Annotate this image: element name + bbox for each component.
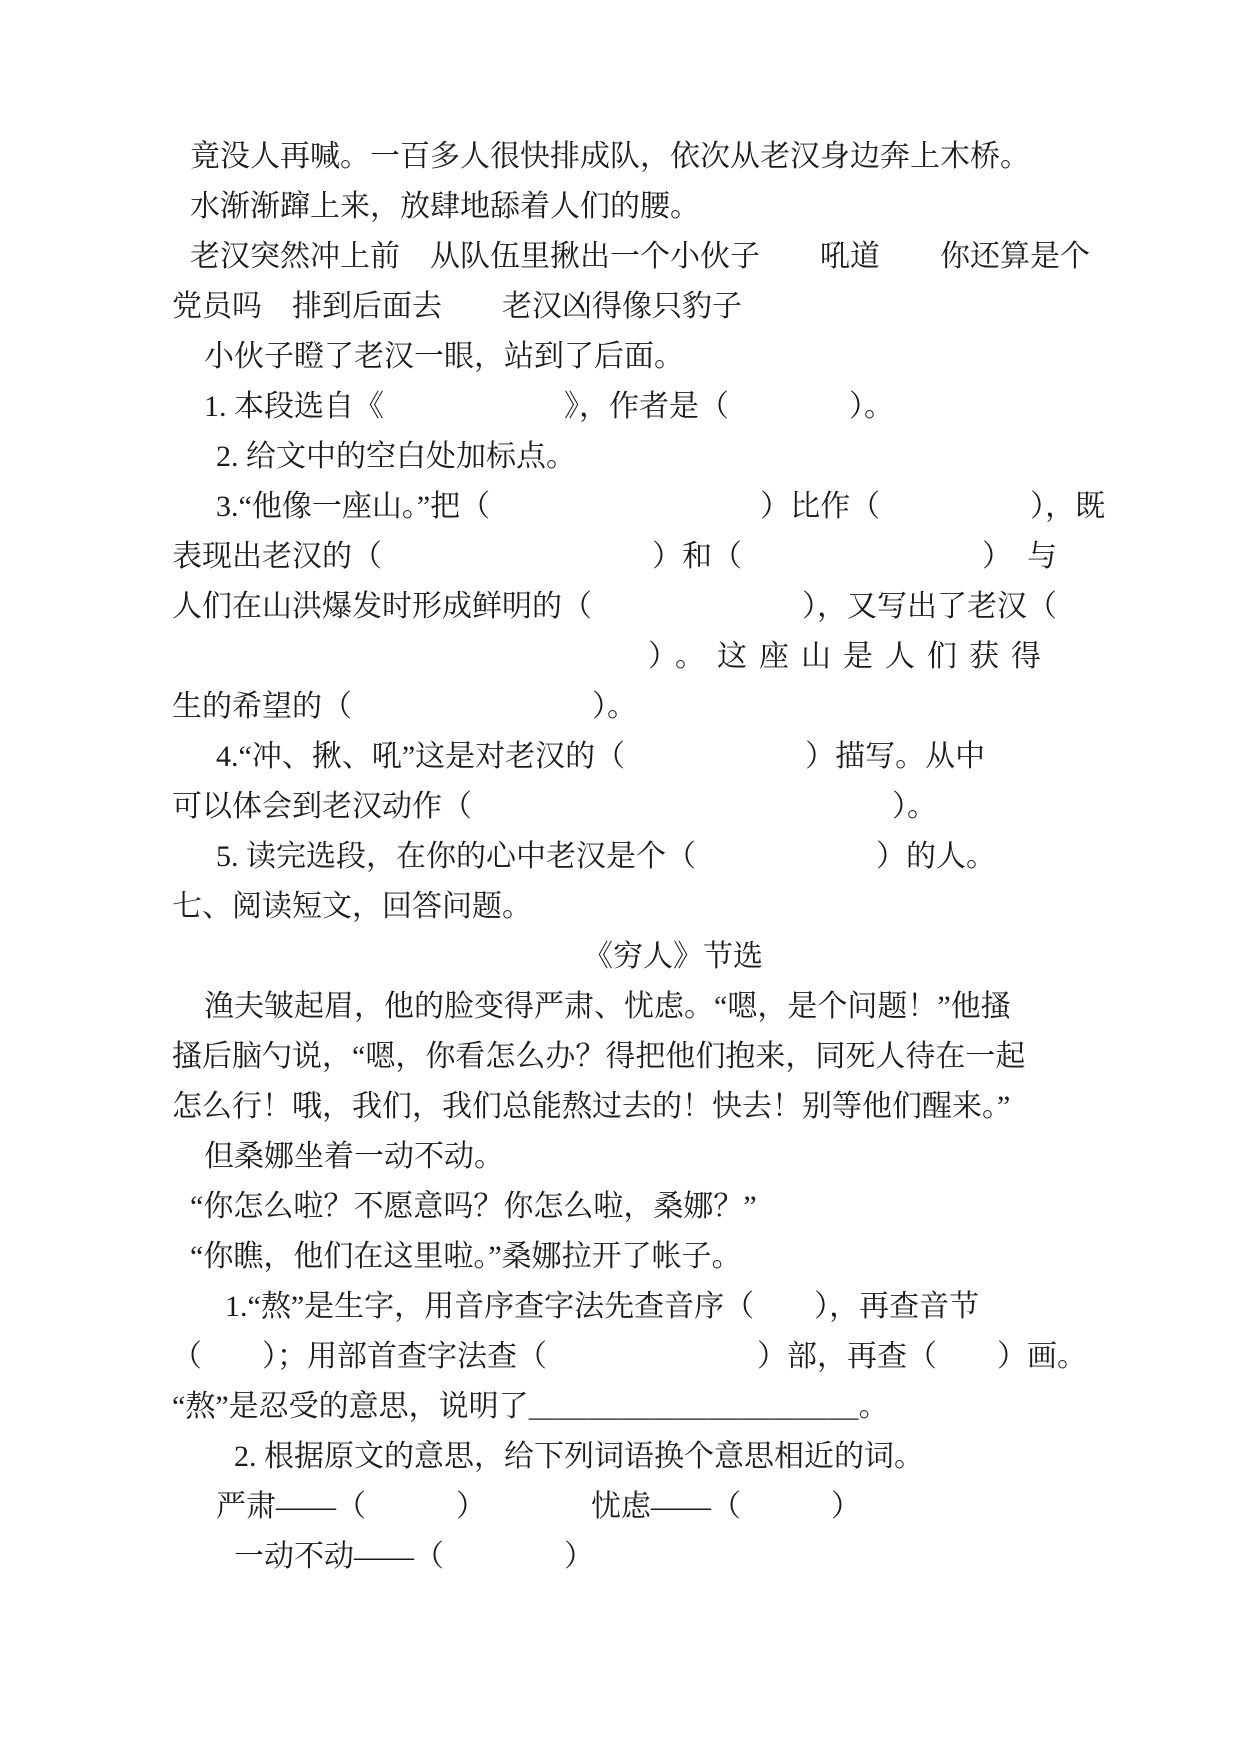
bridge-question-1: 1. 本段选自《 》，作者是（ ）。 [204, 390, 894, 423]
bridge-excerpt-line-2: 水渐渐蹿上来，放肆地舔着人们的腰。 [190, 190, 700, 223]
bridge-question-4-line-2: 可以体会到老汉动作（ ）。 [172, 790, 937, 823]
bridge-excerpt-line-1: 竟没人再喊。一百多人很快排成队，依次从老汉身边奔上木桥。 [190, 140, 1030, 173]
bridge-excerpt-line-5: 小伙子瞪了老汉一眼，站到了后面。 [204, 340, 684, 373]
section-seven-heading: 七、阅读短文，回答问题。 [172, 890, 532, 923]
poor-question-2-synonyms-line-2: 一动不动——（ ） [234, 1540, 594, 1573]
poor-excerpt-line-5: “你怎么啦？不愿意吗？你怎么啦，桑娜？” [190, 1190, 757, 1223]
poor-excerpt-line-2: 搔后脑勺说，“嗯，你看怎么办？得把他们抱来，同死人待在一起 [172, 1040, 1026, 1073]
poor-excerpt-line-3: 怎么行！哦，我们，我们总能熬过去的！快去！别等他们醒来。” [172, 1090, 1011, 1123]
poor-question-1-line-3: “熬”是忍受的意思，说明了＿＿＿＿＿＿＿＿＿＿＿。 [172, 1390, 889, 1423]
bridge-question-4-line-1: 4.“冲、揪、吼”这是对老汉的（ ）描写。从中 [216, 740, 986, 773]
poor-excerpt-line-1: 渔夫皱起眉，他的脸变得严肃、忧虑。“嗯，是个问题！”他搔 [204, 990, 1011, 1023]
bridge-question-3-line-3: 人们在山洪爆发时形成鲜明的（ ），又写出了老汉（ [172, 590, 1057, 623]
poor-excerpt-line-4: 但桑娜坐着一动不动。 [204, 1140, 504, 1173]
worksheet-content [172, 132, 1106, 1582]
poor-question-2-intro: 2. 根据原文的意思，给下列词语换个意思相近的词。 [234, 1440, 924, 1473]
bridge-question-3-line-2: 表现出老汉的（ ）和（ ） 与 [172, 540, 1057, 573]
poor-question-1-line-1: 1.“熬”是生字，用音序查字法先查音序（ ），再查音节 [225, 1290, 980, 1323]
bridge-question-5: 5. 读完选段，在你的心中老汉是个（ ）的人。 [216, 840, 996, 873]
bridge-question-3-line-1: 3.“他像一座山。”把（ ）比作（ ），既 [216, 490, 1106, 523]
bridge-question-3-line-4: ）。这座山是人们获得 [648, 640, 1053, 673]
bridge-excerpt-line-3: 老汉突然冲上前 从队伍里揪出一个小伙子 吼道 你还算是个 [190, 240, 1090, 273]
bridge-question-3-line-5: 生的希望的（ ）。 [172, 690, 637, 723]
poor-question-1-line-2: （ ）；用部首查字法查（ ）部，再查（ ）画。 [172, 1340, 1087, 1373]
poor-question-2-synonyms-line-1: 严肃——（ ） 忧虑——（ ） [216, 1490, 861, 1523]
poor-people-passage-title: 《穷人》节选 [583, 940, 763, 973]
bridge-question-2: 2. 给文中的空白处加标点。 [216, 440, 576, 473]
bridge-excerpt-line-4: 党员吗 排到后面去 老汉凶得像只豹子 [172, 290, 742, 323]
poor-excerpt-line-6: “你瞧，他们在这里啦。”桑娜拉开了帐子。 [190, 1240, 742, 1273]
